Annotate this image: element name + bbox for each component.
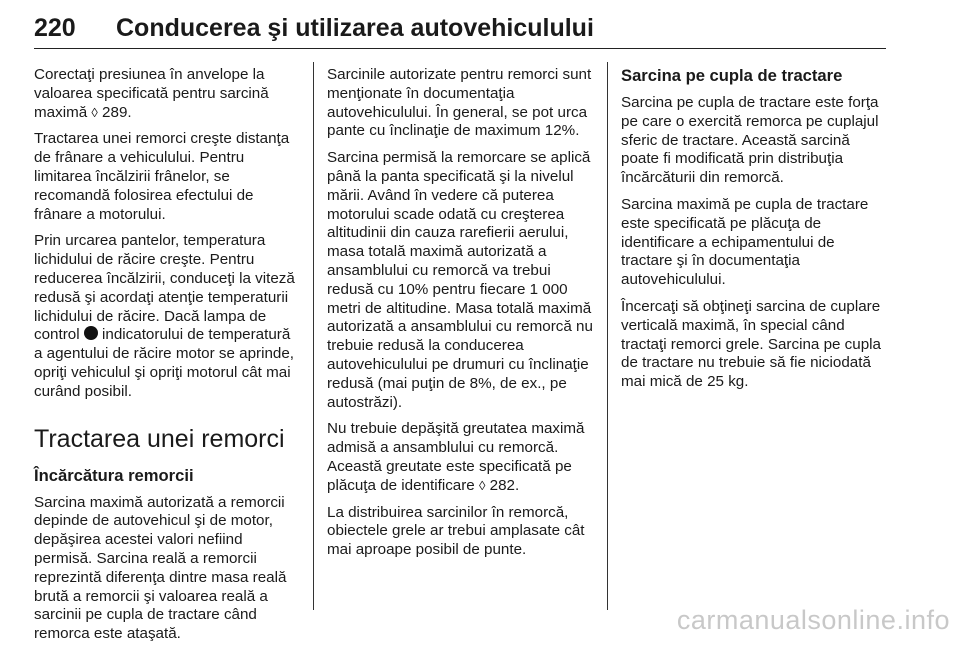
coupling-load-heading: Sarcina pe cupla de tractare <box>621 66 843 85</box>
watermark: carmanualsonline.info <box>676 605 950 635</box>
page-number: 220 <box>34 14 76 42</box>
paragraph-authorized-loads: Sarcinile autorizate pentru remorci sunt menţionate în documentaţia autovehiculului. În general, se pot urca pante cu înclinaţie de maximum 12%. <box>327 66 592 140</box>
page-reference-link[interactable]: 289. <box>97 103 132 121</box>
paragraph-braking: Tractarea unei remorci creşte distanţa de frânare a vehiculului. Pentru limitarea încălzirii frânelor, se recomandă folosirea efectului de frânare a motorului. <box>34 130 290 223</box>
coolant-warning-lamp-icon <box>84 326 98 340</box>
column-divider-2 <box>607 62 608 610</box>
paragraph-coupling-advice: Încercaţi să obţineţi sarcina de cuplare verticală maximă, în special când tractaţi remorci grele. Sarcina pe cupla de tractare nu trebuie să fie niciodată mai mică de 25 kg. <box>621 297 881 391</box>
column-divider-1 <box>313 62 314 610</box>
page-reference-link[interactable]: 282. <box>485 476 520 494</box>
paragraph-coupling-max: Sarcina maximă pe cupla de tractare este specificată pe plăcuţa de identificare a echipamentului de tractare şi în documentaţia autovehiculului. <box>621 195 869 289</box>
column-1 <box>34 66 302 652</box>
section-title: Tractarea unei remorci <box>34 424 285 453</box>
paragraph-coupling-definition: Sarcina pe cupla de tractare este forţa pe care o exercită remorca pe cuplajul sferic de tractare. Această sarcină poate fi modificată prin distribuţia încărcăturii din remorcă. <box>621 94 879 187</box>
subsection-title: Încărcătura remorcii <box>34 465 194 485</box>
paragraph-trailer-load: Sarcina maximă autorizată a remorcii depinde de autovehicul şi de motor, depăşirea acestei valori nefiind permisă. Sarcina reală a remorcii reprezintă diferenţa dintre masa reală brută a remorcii şi valoarea reală a sarcinii pe cupla de tractare când remorca este ataşată. <box>34 493 287 643</box>
paragraph-load-distribution: La distribuirea sarcinilor în remorcă, obiectele grele ar trebui amplasate cât mai aproape posibil de punte. <box>327 503 585 559</box>
column-3 <box>621 66 889 400</box>
cross-reference-arrow-icon: ◊ <box>478 477 486 493</box>
cross-reference-arrow-icon: ◊ <box>91 104 98 120</box>
paragraph-altitude: Sarcina permisă la remorcare se aplică până la panta specificată şi la nivelul mării. Având în vedere că puterea motorului scade odată cu creşterea altitudinii din cauza rarefierii aerului, masa totală maximă autorizată a ansamblului cu remorcă va trebui redusă cu 10% pentru fiecare 1 000 metri de altitudine. Masa totală maximă autorizată a ansamblului cu remorcă nu trebuie redusă la conducerea autovehiculului pe drumuri cu înclinaţie redusă (mai puţin de 8%, de ex., pe autostrăzi). <box>327 149 593 411</box>
paragraph-tire-pressure: Corectaţi presiunea în anvelope la valoarea specificată pentru sarcină maximă ◊ 289. <box>34 66 269 121</box>
column-2 <box>327 66 595 568</box>
chapter-title: Conducerea şi utilizarea autovehiculului <box>116 14 594 42</box>
page-header <box>34 10 886 49</box>
paragraph-coolant: Prin urcarea pantelor, temperatura lichidului de răcire creşte. Pentru reducerea încălzirii, conduceţi la viteză redusă şi acordaţi atenţie temperaturii lichidului de răcire. Dacă lampa de control indicatorului de temperatură a agentului de răcire motor se aprinde, opriţi vehiculul şi opriţi motorul cât mai curând posibil. <box>34 232 295 400</box>
paragraph-max-weight: Nu trebuie depăşită greutatea maximă admisă a ansamblului cu remorcă. Această greutate este specificată pe plăcuţa de identificare ◊ 282. <box>327 420 585 494</box>
